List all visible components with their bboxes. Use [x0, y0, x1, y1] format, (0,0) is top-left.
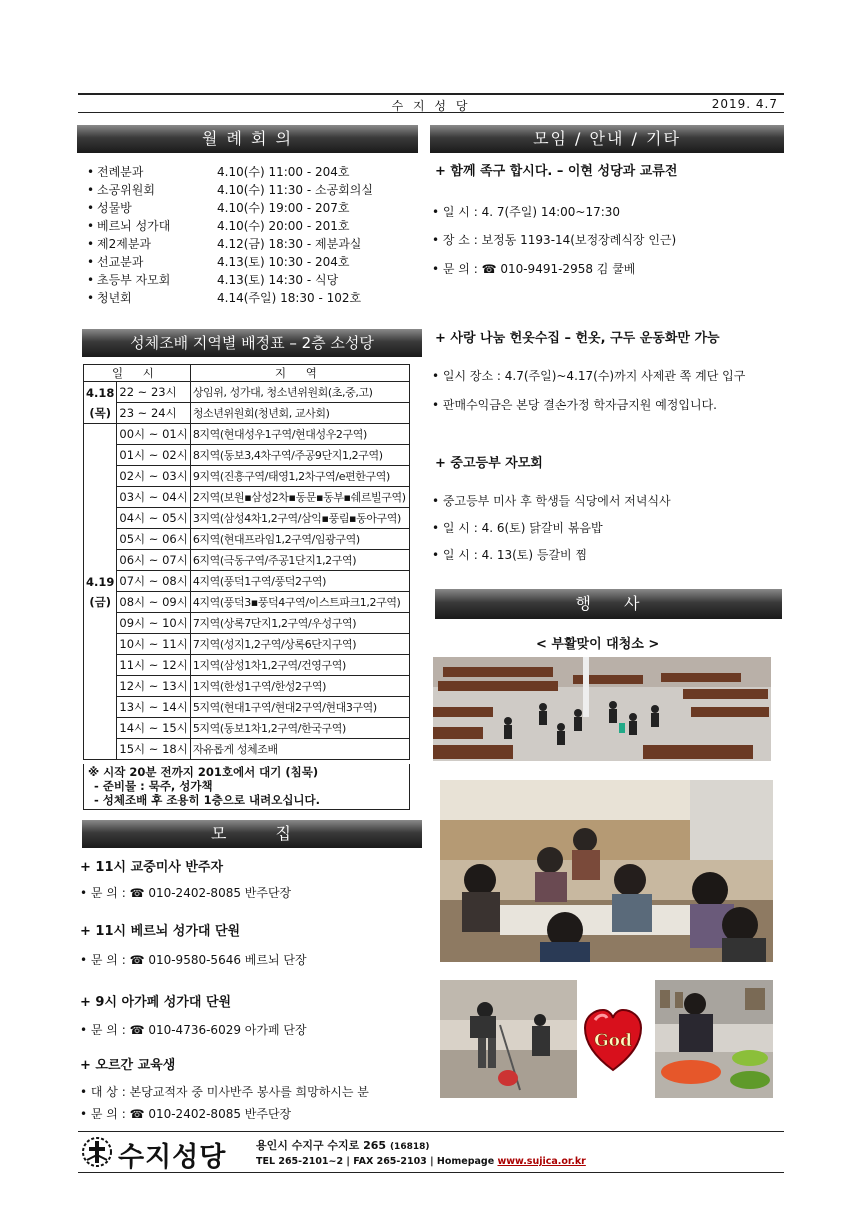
recruit-organ-title: + 오르간 교육생: [80, 1058, 176, 1073]
table-row: [84, 382, 410, 403]
time-cell: 05시 ~ 06시: [117, 529, 190, 550]
area-cell: 4지역(풍덕1구역/풍덕2구역): [190, 571, 409, 592]
recruit-verneu-title: + 11시 베르뇌 성가대 단원: [80, 924, 241, 939]
table-row: [84, 718, 410, 739]
time-cell: 07시 ~ 08시: [117, 571, 190, 592]
god-heart-image: [583, 1008, 643, 1074]
footvolley-title: + 함께 족구 합시다. – 이현 성당과 교류전: [435, 164, 678, 179]
header-date: 2019. 4.7: [711, 97, 778, 111]
footer-address: [256, 1137, 429, 1153]
recruit-title: 모 집: [211, 824, 293, 843]
list-item: • 제2제분과 4.12(금) 18:30 - 제분과실: [87, 237, 362, 251]
mothers-line-3: • 일 시 : 4. 13(토) 등갈비 찜: [432, 548, 588, 562]
recruit-accompanist-title: + 11시 교중미사 반주자: [80, 860, 224, 875]
table-row: [84, 466, 410, 487]
church-logo-icon: [81, 1136, 113, 1168]
clothes-title: + 사랑 나눔 헌옷수집 – 헌옷, 구두 운동화만 가능: [435, 331, 720, 346]
table-row: [84, 697, 410, 718]
list-item: • 전례분과 4.10(수) 11:00 - 204호: [87, 165, 350, 179]
list-item: • 선교분과 4.13(토) 10:30 - 204호: [87, 255, 350, 269]
table-row: [84, 592, 410, 613]
area-cell: 1지역(삼성1차1,2구역/건영구역): [190, 655, 409, 676]
recruit-organ-target: • 대 상 : 본당교적자 중 미사반주 봉사를 희망하시는 분: [80, 1085, 369, 1099]
table-row: [84, 529, 410, 550]
area-cell: 2지역(보원▪삼성2차▪동문▪동부▪쉐르빌구역): [190, 487, 409, 508]
header-church-name: 수 지 성 당: [391, 99, 471, 113]
clothes-time-place: • 일시 장소 : 4.7(주일)~4.17(수)까지 사제관 쪽 계단 입구: [432, 369, 746, 383]
table-row: [84, 655, 410, 676]
recruit-accompanist-contact: • 문 의 : ☎ 010-2402-8085 반주단장: [80, 886, 292, 900]
list-item: • 청년회 4.14(주일) 18:30 - 102호: [87, 291, 362, 305]
address-text: 용인시 수지구 수지로 265: [256, 1139, 387, 1152]
area-cell: 3지역(삼성4차1,2구역/삼익▪풍림▪동아구역): [190, 508, 409, 529]
footvolley-contact: • 문 의 : ☎ 010-9491-2958 김 쿨베: [432, 262, 636, 276]
area-cell: 청소년위원회(청년회, 교사회): [190, 403, 409, 424]
god-text: God: [594, 1031, 632, 1051]
table-row: [84, 676, 410, 697]
time-cell: 08시 ~ 09시: [117, 592, 190, 613]
adoration-notes: [83, 764, 410, 810]
time-cell: 09시 ~ 10시: [117, 613, 190, 634]
events-banner: [435, 589, 782, 619]
footvolley-place: • 장 소 : 보정동 1193-14(보정장례식장 인근): [432, 233, 677, 247]
mothers-line-1: • 중고등부 미사 후 학생들 식당에서 저녁식사: [432, 494, 671, 508]
mothers-line-2: • 일 시 : 4. 6(토) 닭갈비 볶음밥: [432, 521, 603, 535]
monthly-meeting-list: [87, 163, 373, 307]
time-cell: 14시 ~ 15시: [117, 718, 190, 739]
mothers-title: + 중고등부 자모회: [435, 456, 543, 471]
area-cell: 5지역(동보1차1,2구역/한국구역): [190, 718, 409, 739]
table-row: [84, 445, 410, 466]
time-cell: 03시 ~ 04시: [117, 487, 190, 508]
recruit-verneu-contact: • 문 의 : ☎ 010-9580-5646 베르뇌 단장: [80, 953, 307, 967]
table-row: [84, 613, 410, 634]
time-cell: 10시 ~ 11시: [117, 634, 190, 655]
area-cell: 1지역(한성1구역/한성2구역): [190, 676, 409, 697]
note-line: - 성체조배 후 조용히 1층으로 내려오십니다.: [94, 793, 321, 807]
time-cell: 02시 ~ 03시: [117, 466, 190, 487]
cleaning-hall-photo: [433, 657, 771, 761]
day-cell-thursday: 4.18 (목): [84, 382, 117, 424]
area-cell: 6지역(현대프라임1,2구역/임광구역): [190, 529, 409, 550]
table-row: [84, 571, 410, 592]
table-row: [84, 508, 410, 529]
note-line: ※ 시작 20분 전까지 201호에서 대기 (침묵): [88, 765, 319, 779]
time-cell: 04시 ~ 05시: [117, 508, 190, 529]
recruit-agape-title: + 9시 아가페 성가대 단원: [80, 995, 232, 1010]
cafeteria-meal-photo: [440, 780, 773, 962]
monthly-meeting-banner: 월 례 회 의: [77, 125, 418, 153]
area-cell: 4지역(풍덕3▪풍덕4구역/이스트파크1,2구역): [190, 592, 409, 613]
recruit-agape-contact: • 문 의 : ☎ 010-4736-6029 아가페 단장: [80, 1023, 307, 1037]
area-cell: 7지역(상록7단지1,2구역/우성구역): [190, 613, 409, 634]
time-cell: 15시 ~ 18시: [117, 739, 190, 760]
table-row: [84, 550, 410, 571]
list-item: • 소공위원회 4.10(수) 11:30 - 소공회의실: [87, 183, 373, 197]
note-line: - 준비물 : 묵주, 성가책: [94, 779, 213, 793]
footer-church-name: 수지성당: [118, 1142, 227, 1173]
meeting-banner: 모임 / 안내 / 기타: [430, 125, 784, 153]
list-item: • 성물방 4.10(수) 19:00 - 207호: [87, 201, 350, 215]
footvolley-time: • 일 시 : 4. 7(주일) 14:00~17:30: [432, 205, 621, 219]
list-item: • 초등부 자모회 4.13(토) 14:30 - 식당: [87, 273, 339, 287]
homepage-link[interactable]: www.sujica.or.kr: [497, 1156, 586, 1167]
time-cell: 11시 ~ 12시: [117, 655, 190, 676]
time-cell: 12시 ~ 13시: [117, 676, 190, 697]
time-cell: 13시 ~ 14시: [117, 697, 190, 718]
table-row: [84, 487, 410, 508]
time-cell: 01시 ~ 02시: [117, 445, 190, 466]
area-cell: 5지역(현대1구역/현대2구역/현대3구역): [190, 697, 409, 718]
area-cell: 7지역(성지1,2구역/상록6단지구역): [190, 634, 409, 655]
time-cell: 00시 ~ 01시: [117, 424, 190, 445]
col-header-date: 일 시: [84, 365, 191, 382]
recruit-banner: [82, 820, 422, 848]
day-cell-friday: 4.19 (금): [84, 424, 117, 760]
list-item: • 베르뇌 성가대 4.10(수) 20:00 - 201호: [87, 219, 350, 233]
mopping-photo: [440, 980, 577, 1098]
table-header-row: [84, 365, 410, 382]
time-cell: 06시 ~ 07시: [117, 550, 190, 571]
col-header-area: 지 역: [190, 365, 409, 382]
page-header: [78, 93, 784, 113]
table-row: [84, 403, 410, 424]
time-cell: 22 ~ 23시: [117, 382, 190, 403]
footer-contact: [256, 1156, 586, 1167]
area-cell: 상임위, 성가대, 청소년위원회(초,중,고): [190, 382, 409, 403]
events-title: 행 사: [575, 594, 642, 613]
events-caption: < 부활맞이 대청소 >: [536, 637, 660, 652]
zip-code: (16818): [389, 1142, 430, 1152]
area-cell: 9지역(진흥구역/태영1,2차구역/e편한구역): [190, 466, 409, 487]
area-cell: 8지역(동보3,4차구역/주공9단지1,2구역): [190, 445, 409, 466]
area-cell: 자유롭게 성체조배: [190, 739, 409, 760]
table-row: [84, 424, 410, 445]
table-row: [84, 634, 410, 655]
kitchen-photo: [655, 980, 773, 1098]
recruit-organ-contact: • 문 의 : ☎ 010-2402-8085 반주단장: [80, 1107, 292, 1121]
contact-text: TEL 265-2101~2 | FAX 265-2103 | Homepage: [256, 1156, 495, 1167]
area-cell: 8지역(현대성우1구역/현대성우2구역): [190, 424, 409, 445]
table-row: [84, 739, 410, 760]
area-cell: 6지역(극동구역/주공1단지1,2구역): [190, 550, 409, 571]
adoration-schedule-table: [83, 364, 410, 760]
clothes-note: • 판매수익금은 본당 결손가정 학자금지원 예정입니다.: [432, 398, 717, 412]
time-cell: 23 ~ 24시: [117, 403, 190, 424]
adoration-banner: 성체조배 지역별 배정표 – 2층 소성당: [82, 329, 422, 357]
page-footer: [78, 1131, 784, 1173]
